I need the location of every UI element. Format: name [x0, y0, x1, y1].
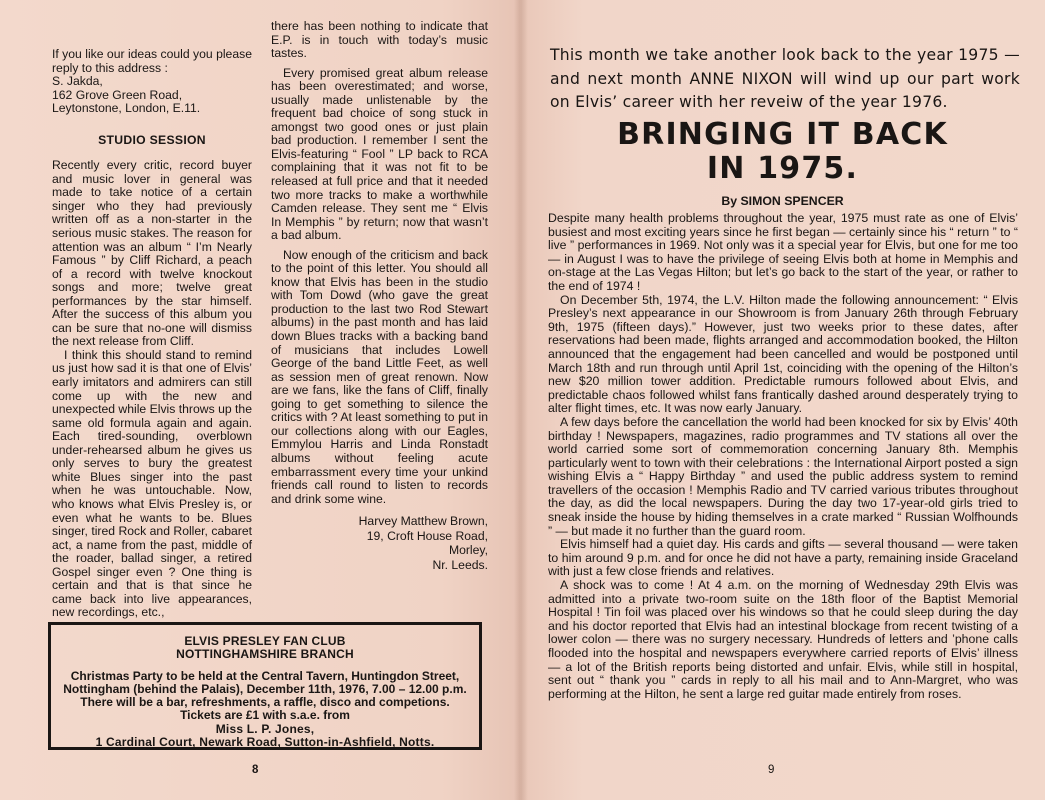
paragraph: Recently every critic, record buyer and music lover in general was made to take notice of a certain singer who they had previously written off as a non-starter in the serious music stakes. The reason for attention was an album “ I’m Nearly Famous ” by Cliff Richard, a peach of a record with twelve knockout songs and more; twelve great performances by the star himself. After the success of this album you can be sure that no-one will dismiss the next release from Cliff. — [52, 158, 252, 349]
right-page — [520, 0, 1045, 800]
article-headline — [520, 118, 1045, 186]
article-intro: This month we take another look back to the year 1975 — and next month ANNE NIXON will wind up our part work on Elvis’ career with her reveiw of the year 1976. — [550, 46, 1020, 111]
reply-address — [52, 75, 252, 116]
section-heading: STUDIO SESSION — [98, 132, 206, 147]
headline-line: BRINGING IT BACK — [617, 117, 948, 152]
address-line: Leytonstone, London, E.11. — [52, 101, 201, 116]
paragraph: I think this should stand to remind us just how sad it is that one of Elvis’ early imitators and admirers can still come up with the new and unexpected while Elvis throws up the same old formula again and again. Each tired-sounding, overblown under-rehearsed album he gives us only serves to bury the greatest white Blues singer into the past when he was untouchable. Now, who knows what Elvis Presley is, or even what he wants to be. Blues singer, tired Rock and Roller, cabaret act, a name from the past, middle of the roader, ballad singer, a retired Gospel singer even ? One thing is certain and that is that since he came back into live appearances, new recordings, etc., — [52, 347, 252, 620]
article-body — [548, 212, 1018, 701]
reply-intro: If you like our ideas could you please reply to this address : — [52, 47, 252, 75]
address-line: S. Jakda, — [52, 74, 103, 89]
signature-line: Harvey Matthew Brown, — [358, 514, 488, 529]
left-column-2 — [271, 20, 488, 573]
paragraph: A shock was to come ! At 4 a.m. on the morning of Wednesday 29th Elvis was admitted into a private two-room suite on the 18th floor of the Baptist Memorial Hospital ! Tin foil was placed over his windows so that he could sleep during the day and his doctor reported that Elvis had an intestinal blockage from recent twisting of a lower colon — there was no surgery necessary. Hundreds of letters and ’phone calls flooded into the hospital and newspapers everywhere carried reports of Elvis’ illness — a lot of the British reports being distorted and unfair. Elvis, while still in hospital, sent out “ thank you ” cards in reply to all his mail and to Ann-Margret, who was performing at the Hilton, he sent a large red guitar made entirely from roses. — [548, 578, 1018, 701]
article-byline: By SIMON SPENCER — [721, 194, 844, 208]
signature-line: Morley, — [448, 543, 488, 558]
spine-gutter — [514, 0, 528, 800]
advert-body: Christmas Party to be held at the Central Tavern, Huntingdon Street, Nottingham (behind the Palais), December 11th, 1976, 7.00 – 12.00 p.m. There will be a bar, refreshments, a raffle, disco and competions. Tickets are £1 with s.a.e. from — [63, 668, 467, 723]
signature-line: 19, Croft House Road, — [366, 528, 488, 543]
left-column-1 — [52, 48, 252, 620]
page-number-right: 9 — [768, 764, 775, 776]
advert-title: ELVIS PRESLEY FAN CLUB — [184, 634, 346, 648]
address-line: 162 Grove Green Road, — [52, 87, 183, 102]
paragraph: Now enough of the criticism and back to the point of this letter. You should all know that Elvis has been in the studio with Tom Dowd (who gave the great production to the last two Rod Stewart albums) in the past month and has laid down Blues tracks with a backing band of musicians that includes Lowell George of the band Little Feet, as well as session men of great renown. Now are we fans, like the fans of Cliff, finally going to get something to silence the critics with ? At least something to put in our collections along with our Eagles, Emmylou Harris and Linda Ronstadt albums without feeling acute embarrassment every time your unkind friends call round to listen to records and drink some wine. — [271, 247, 488, 506]
letter-signature — [271, 514, 488, 572]
signature-line: Nr. Leeds. — [432, 557, 488, 572]
advert-contact-address: 1 Cardinal Court, Newark Road, Sutton-in-Ashfield, Notts. — [95, 735, 435, 750]
paragraph: Elvis himself had a quiet day. His cards and gifts — several thousand — were taken to him around 9 p.m. and for once he did not have a party, remaining inside Graceland with just a few close friends and relatives. — [548, 537, 1018, 579]
page-number-left: 8 — [252, 764, 259, 776]
advert-subtitle: NOTTINGHAMSHIRE BRANCH — [176, 647, 354, 662]
paragraph: Every promised great album release has been overestimated; and worse, usually made unlistenable by the frequent bad choice of song stuck in amongst two good ones or just plain bad production. I remember I sent the Elvis-featuring “ Fool ” LP back to RCA complaining that it was not fit to be released at full price and that it needed two more tracks to make a worthwhile Camden release. They sent me “ Elvis In Memphis ” by return; now that wasn’t a bad album. — [271, 65, 488, 243]
paragraph: Despite many health problems throughout the year, 1975 must rate as one of Elvis’ busiest and most exciting years since he first began — certainly since his “ return ” to “ live ” performances in 1969. Not only was it a special year for Elvis, but one for me too — in August I was to have the privilege of seeing Elvis both at home in Memphis and on-stage at the Las Vegas Hilton; but let’s go back to the start of the year, or rather to the end of 1974 ! — [548, 211, 1018, 293]
headline-line: IN 1975. — [706, 151, 859, 186]
fan-club-advert — [48, 622, 482, 750]
paragraph: A few days before the cancellation the world had been knocked for six by Elvis’ 40th birthday ! Newspapers, magazines, radio programmes and TV stations all over the world carried some sort of commemoration concerning January 8th. Memphis particularly went to town with their celebrations : the International Airport posted a sign wishing Elvis a “ Happy Birthday ” and used the public address system to remind travellers of the occasion ! Memphis Radio and TV carried various tributes throughout the day, as did the local newspapers. During the day two 17-year-old girls tried to sneak inside the house by hiding themselves in a crate marked “ Russian Wolfhounds ” — but made it no further than the guard room. — [548, 414, 1018, 538]
advert-contact-name: Miss L. P. Jones, — [215, 721, 315, 736]
paragraph: there has been nothing to indicate that E.P. is in touch with today’s music tastes. — [271, 19, 488, 61]
paragraph: On December 5th, 1974, the L.V. Hilton made the following announcement: “ Elvis Presley’s next appearance in our Showroom is from January 26th through February 9th, 1975 (fifteen days).” However, just two weeks prior to these dates, after reservations had been made, flights arranged and accommodation booked, the Hilton announced that the engagement had been cancelled and would be postponed until March 18th and run through until April 1st, coinciding with the opening of the Hilton’s new $20 million tower addition. Predictable rumours followed about Elvis, and predictable chaos followed whilst fans frantically dashed around desperately trying to alter flight times, etc. It was now early January. — [548, 292, 1018, 416]
left-page — [0, 0, 520, 800]
